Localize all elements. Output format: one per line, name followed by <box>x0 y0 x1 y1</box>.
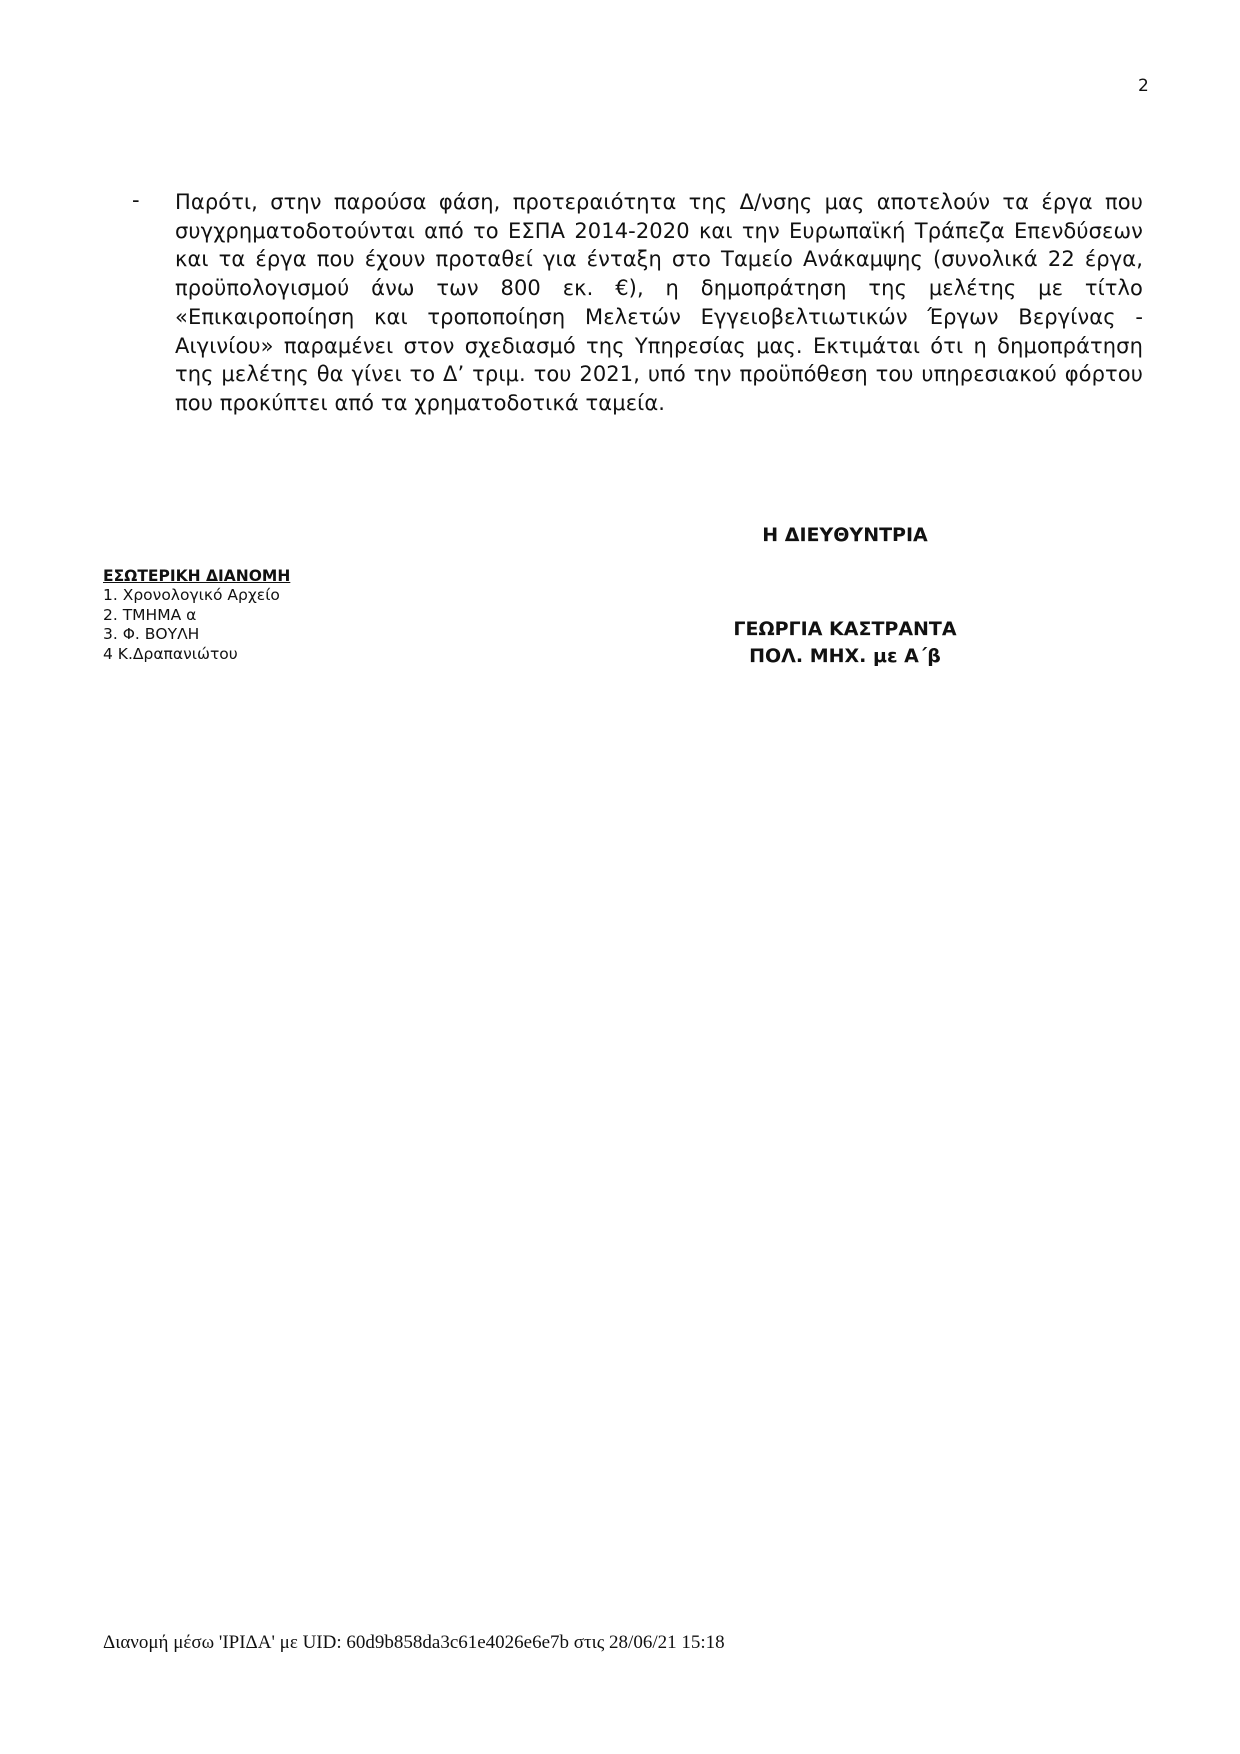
signatory-name: ΓΕΩΡΓΙΑ ΚΑΣΤΡΑΝΤΑ <box>733 618 957 640</box>
distribution-item: 3. Φ. ΒΟΥΛΗ <box>103 625 200 643</box>
internal-distribution <box>103 567 290 664</box>
distribution-heading: ΕΣΩΤΕΡΙΚΗ ΔΙΑΝΟΜΗ <box>103 567 291 585</box>
bullet-dash: - <box>132 188 140 212</box>
signature-title: Η ΔΙΕΥΘΥΝΤΡΙΑ <box>762 524 928 546</box>
distribution-item: 1. Χρονολογικό Αρχείο <box>103 586 280 604</box>
signatory-role: ΠΟΛ. ΜΗΧ. με Α΄β <box>749 645 941 667</box>
distribution-item: 2. ΤΜΗΜΑ α <box>103 605 197 624</box>
distribution-item: 4 Κ.Δραπανιώτου <box>103 644 238 663</box>
distribution-list <box>103 586 290 664</box>
page-number: 2 <box>1138 76 1149 96</box>
body-paragraph: Παρότι, στην παρούσα φάση, προτεραιότητα της Δ/νσης μας αποτελούν τα έργα που συγχρηματοδοτούνται από το ΕΣΠΑ 2014-2020 και την Ευρωπαϊκή Τράπεζα Επενδύσεων και τα έργα που έχουν προταθεί για ένταξη στο Ταμείο Ανάκαμψης (συνολικά 22 έργα, προϋπολογισμού άνω των 800 εκ. €), η δημοπράτηση της μελέτης με τίτλο «Επικαιροποίηση και τροποποίηση Μελετών Εγγειοβελτιωτικών Έργων Βεργίνας - Αιγινίου» παραμένει στον σχεδιασμό της Υπηρεσίας μας. Εκτιμάται ότι η δημοπράτηση της μελέτης θα γίνει το Δ’ τριμ. του 2021, υπό την προϋπόθεση του υπηρεσιακού φόρτου που προκύπτει από τα χρηματοδοτικά ταμεία. <box>175 190 1143 415</box>
distribution-stamp: Διανομή μέσω 'ΙΡΙΔΑ' με UID: 60d9b858da3c61e4026e6e7b στις 28/06/21 15:18 <box>103 1632 725 1653</box>
